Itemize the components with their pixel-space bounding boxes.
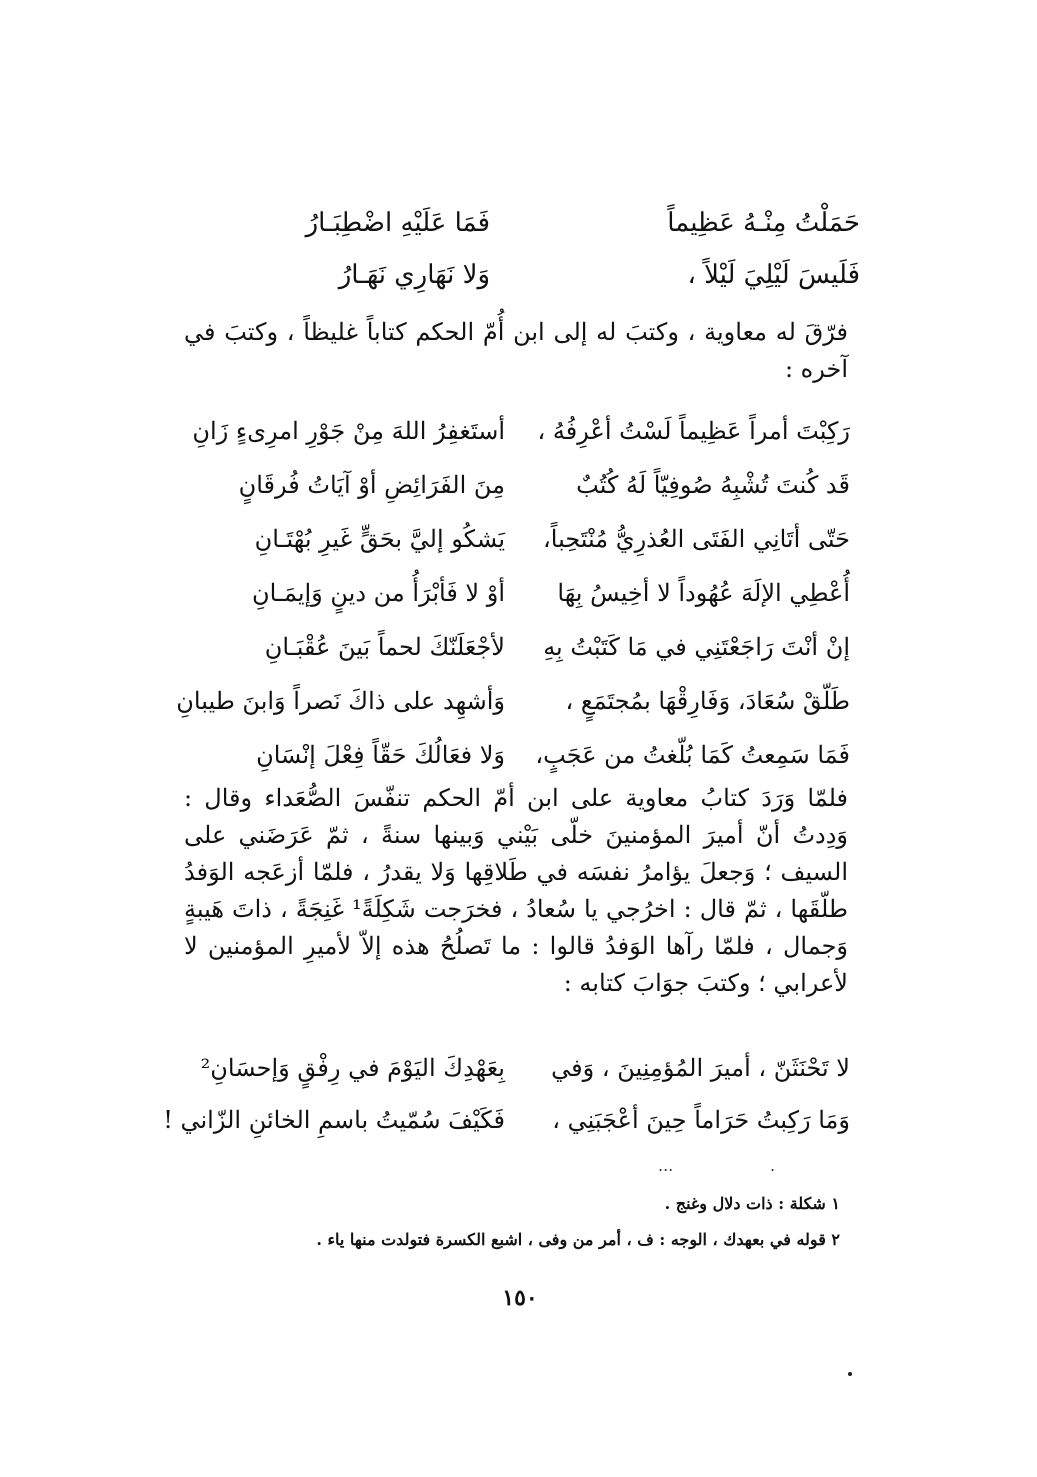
footnote-1: ١ شكلة : ذات دلال وغنج . [664,1194,840,1213]
verse-hemistich-first: حَتّى أتَانِي الفَتَى العُذرِيُّ مُنْتَحِباً، [543,525,850,553]
opening-verse-1 [180,198,860,248]
poem-verse [184,404,850,458]
verse-hemistich-first: وَمَا رَكِبتُ حَرَاماً حِينَ أعْجَبَنِي ، [552,1106,850,1134]
verse-hemistich-second: وَلا نَهَارِي نَهَـارُ [338,260,490,290]
poem-verse [184,1042,850,1094]
verse-hemistich-second: بِعَهْدِكَ اليَوْمَ في رِفْقٍ وَإحسَانِ² [200,1054,505,1082]
poem-1 [176,404,850,782]
verse-hemistich-second: يَشكُو إليَّ بحَقٍّ غَيرِ بُهْتَـانِ [254,525,505,553]
poem-2 [163,1042,850,1146]
poem-verse [163,1094,850,1146]
verse-hemistich-second: وَأشهِد على ذاكَ نَصراً وَابنَ طيبانِ [176,687,505,715]
poem-verse [184,566,850,620]
poem-verse [184,728,850,782]
poem-verse [184,620,850,674]
verse-hemistich-first: حَمَلْتُ مِنْـهُ عَظِيماً [667,208,860,238]
verse-hemistich-first: فَلَيسَ لَيْلِيَ لَيْلاً ، [687,260,860,290]
separator-dots [600,1156,800,1176]
verse-hemistich-second: وَلا فعَالُكَ حَقّاً فِعْلَ إنْسَانِ [256,741,505,769]
prose-paragraph-2: فلمّا وَرَدَ كتابُ معاوية على ابن أمّ الحكم تنفّسَ الصُّعَداء وقال : وَدِدتُ أنّ أميرَ المؤمنينَ خلّى بَيْني وَبينها سنةً ، ثمّ عَرَضَني على السيف ؛ وَجعلَ يؤامرُ نفسَه في طَلاقِها وَلا يقدرُ ، فلمّا أزعَجه الوَفدُ طلّقَها ، ثمّ قال : اخرُجي يا سُعادُ ، فخرَجت شَكِلَةً¹ غَنِجَةً ، ذاتَ هَيبةٍ وَجمال ، فلمّا رآها الوَفدُ قالوا : ما تَصلُحُ هذه إلاّ لأميرِ المؤمنين لا لأعرابي ؛ وكتبَ جوَابَ كتابه : [184,784,848,997]
footnotes [260,1186,840,1258]
prose-paragraph-1: فرّقَ له معاوية ، وكتبَ له إلى ابن أُمّ الحكم كتاباً غليظاً ، وكتبَ في آخره : [184,318,848,383]
verse-hemistich-first: رَكِبْتَ أمراً عَظِيماً لَسْتُ أعْرِفُهُ ، [537,417,850,445]
poem-verse [184,512,850,566]
poem-verse [184,458,850,512]
verse-hemistich-second: مِنَ الفَرَائِضِ أوْ آيَاتُ فُرقَانٍ [238,471,505,499]
verse-hemistich-second: أستَغفِرُ اللهَ مِنْ جَوْرِ امرِىءٍ زَانِ [192,417,505,445]
verse-hemistich-first: فَمَا سَمِعتُ كَمَا بُلّغتُ من عَجَبٍ، [535,741,850,769]
footnote-2: ٢ قوله في بعهدك ، الوجه : ف ، أمر من وفى ، اشبع الكسرة فتولدت منها ياء . [316,1230,840,1249]
page-number: ١٥٠ [502,1285,538,1311]
print-speck [848,1372,852,1376]
verse-hemistich-first: قَد كُنتَ تُشْبِهُ صُوفِيّاً لَهُ كُتُبٌ [576,471,850,499]
verse-hemistich-first: طَلّقْ سُعَادَ، وَفَارِقْهَا بمُجتَمَعٍ ، [565,687,850,715]
verse-hemistich-first: لا تَحْنَثَنّ ، أميرَ المُؤمِنِينَ ، وَفي [551,1054,850,1082]
separator-dot-right: . [770,1156,776,1175]
poem-verse [176,674,850,728]
verse-hemistich-second: أوْ لا فَأبْرَأُ من دينٍ وَإيمَـانِ [251,579,505,607]
verse-hemistich-first: أُعْطِي الإلَهَ عُهُوداً لا أخِيسُ بِهَا [557,579,850,607]
separator-dots-left: ... [658,1156,674,1175]
verse-hemistich-first: إنْ أنْتَ رَاجَعْتَنِي في مَا كَتَبْتُ بِهِ [543,633,850,661]
verse-hemistich-second: فَكَيْفَ سُمّيتُ باسمِ الخائنِ الزّاني ! [163,1106,505,1134]
opening-verse-2 [180,250,860,300]
verse-hemistich-second: فَمَا عَلَيْهِ اضْطِبَـارُ [305,208,490,238]
verse-hemistich-second: لأجْعَلَنّكَ لحماً بَينَ عُقْبَـانِ [264,633,505,661]
